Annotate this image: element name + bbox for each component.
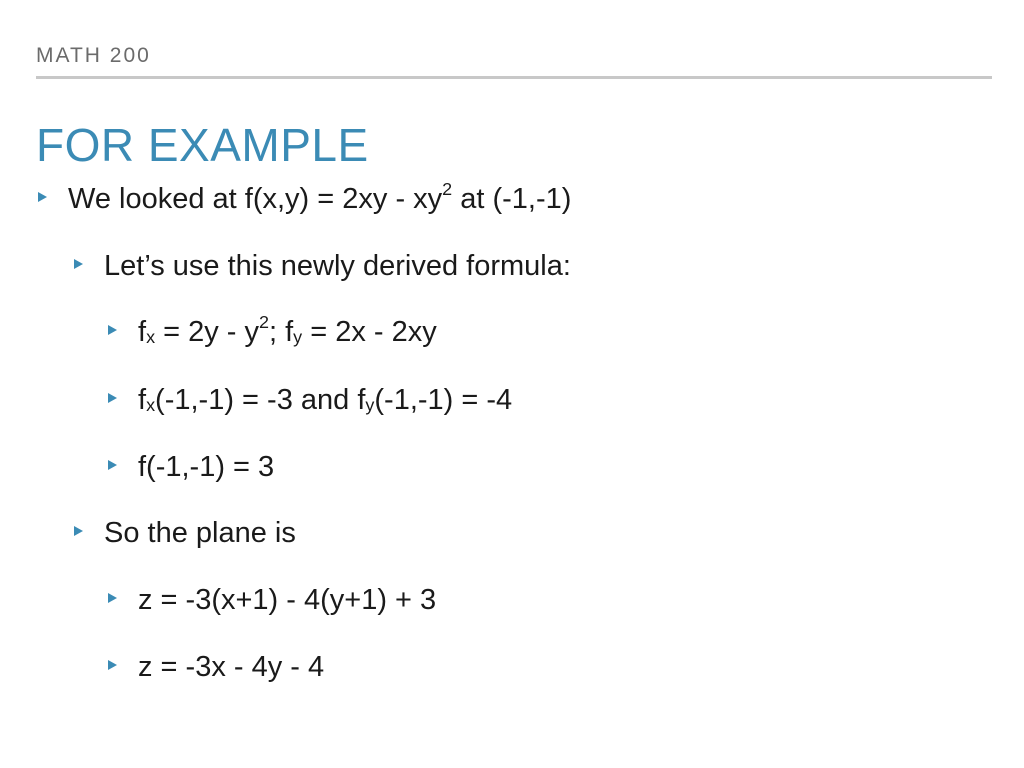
bullet-level2-formula bbox=[74, 249, 571, 283]
bullet-level3-value bbox=[108, 450, 274, 484]
bullet-text: Let’s use this newly derived formula: bbox=[104, 250, 571, 282]
text-part: at (-1,-1) bbox=[452, 183, 572, 215]
text-part: (-1,-1) = -3 and f bbox=[155, 384, 366, 416]
triangle-bullet-icon bbox=[108, 593, 117, 603]
triangle-bullet-icon bbox=[108, 325, 117, 335]
subscript: x bbox=[146, 327, 156, 347]
bullet-text bbox=[138, 383, 512, 417]
triangle-bullet-icon bbox=[108, 393, 117, 403]
bullet-level3-partials bbox=[108, 312, 437, 349]
text-part: = 2y - y bbox=[155, 316, 259, 348]
triangle-bullet-icon bbox=[38, 192, 47, 202]
text-part: = 2x - 2xy bbox=[302, 316, 437, 348]
bullet-level1-function bbox=[38, 179, 572, 216]
subscript: y bbox=[293, 327, 303, 347]
bullet-level3-evaluated bbox=[108, 383, 512, 417]
bullet-text bbox=[138, 312, 437, 349]
bullet-text: z = -3(x+1) - 4(y+1) + 3 bbox=[138, 584, 437, 616]
subscript: y bbox=[365, 395, 375, 415]
bullet-text: So the plane is bbox=[104, 517, 296, 549]
superscript: 2 bbox=[259, 312, 269, 333]
triangle-bullet-icon bbox=[74, 526, 83, 536]
bullet-level3-plane-simplified bbox=[108, 650, 324, 684]
triangle-bullet-icon bbox=[108, 460, 117, 470]
slide-title: FOR EXAMPLE bbox=[36, 119, 369, 171]
text-part: (-1,-1) = -4 bbox=[374, 384, 513, 416]
bullet-text bbox=[68, 179, 572, 216]
triangle-bullet-icon bbox=[74, 259, 83, 269]
bullet-text: z = -3x - 4y - 4 bbox=[138, 651, 325, 683]
bullet-text: f(-1,-1) = 3 bbox=[138, 451, 275, 483]
superscript: 2 bbox=[442, 179, 453, 200]
text-part: f bbox=[138, 316, 147, 348]
bullet-level3-plane-eq bbox=[108, 583, 436, 617]
text-part: ; f bbox=[269, 316, 294, 348]
subscript: x bbox=[146, 395, 156, 415]
header-divider bbox=[36, 76, 992, 79]
text-part: We looked at f(x,y) = 2xy - xy bbox=[68, 183, 443, 215]
text-part: f bbox=[138, 384, 147, 416]
course-label: MATH 200 bbox=[36, 44, 151, 67]
bullet-level2-plane bbox=[74, 516, 296, 550]
triangle-bullet-icon bbox=[108, 660, 117, 670]
